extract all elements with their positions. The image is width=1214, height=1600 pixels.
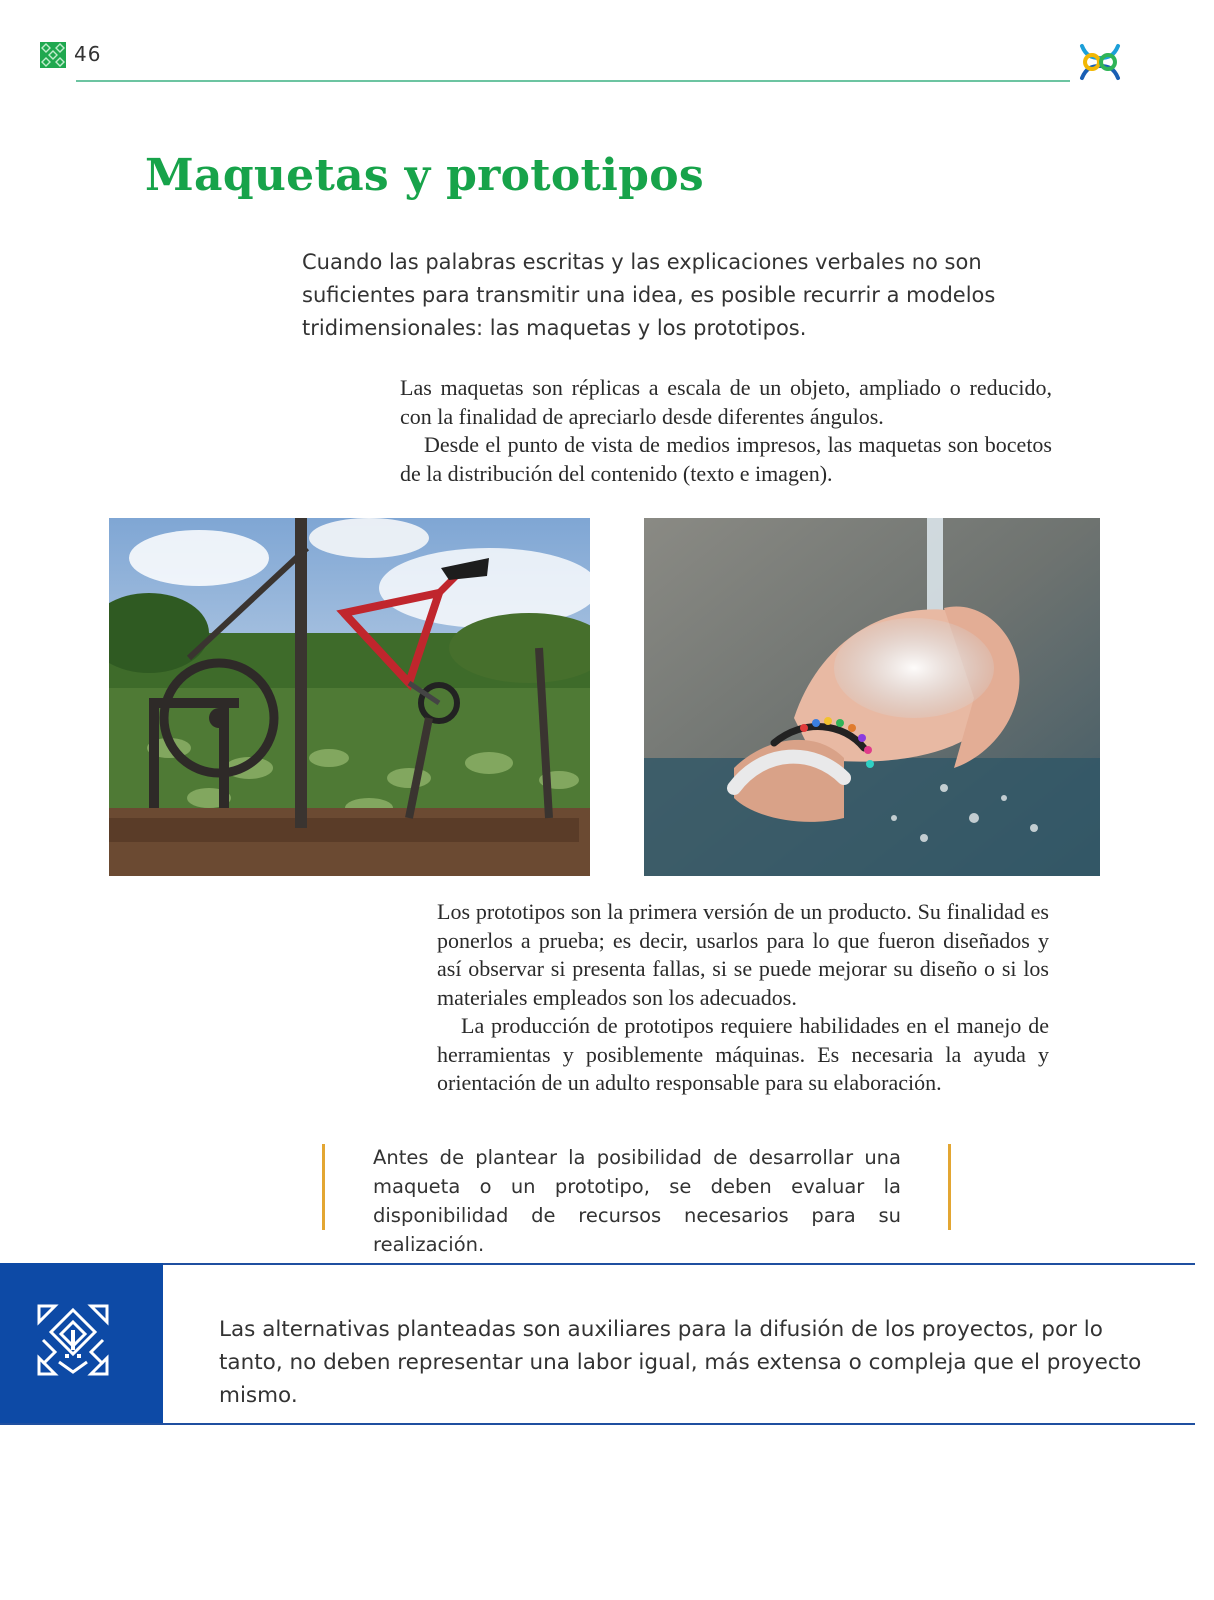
prototipos-section: [437, 898, 1049, 1098]
page-number: 46: [74, 42, 102, 66]
footer-icon-box: [0, 1263, 163, 1425]
note-right-bar: [948, 1144, 951, 1230]
hands-water-photo: [644, 518, 1100, 876]
white-pattern-icon: [35, 1302, 111, 1378]
footer-text: Las alternativas planteadas son auxiliares para la difusión de los proyectos, por lo tanto, no deben representar una labor igual, más extensa o compleja que el proyecto mismo.: [219, 1317, 1142, 1408]
prototipos-paragraph-2: La producción de prototipos requiere habilidades en el manejo de herramientas y posiblemente máquinas. Es necesaria la ayuda y orientación de un adulto responsable para su elaboración.: [437, 1013, 1049, 1095]
bicycle-pump-photo: [109, 518, 590, 876]
interlocking-figures-logo: [1076, 38, 1124, 86]
intro-paragraph: Cuando las palabras escritas y las explicaciones verbales no son suficientes para transmitir una idea, es posible recurrir a modelos tridimensionales: las maquetas y los prototipos.: [302, 250, 996, 340]
header-rule: [76, 80, 1070, 82]
maquetas-paragraph-2: Desde el punto de vista de medios impresos, las maquetas son bocetos de la distribución del contenido (texto e imagen).: [400, 432, 1052, 486]
prototipos-paragraph-1: Los prototipos son la primera versión de un producto. Su finalidad es ponerlos a prueba; es decir, usarlos para lo que fueron diseñados y así observar si presenta fallas, si se puede mejorar su diseño o si los materiales empleados son los adecuados.: [437, 899, 1049, 1010]
footer-top-rule: [0, 1263, 1195, 1265]
page-title: Maquetas y prototipos: [145, 150, 704, 201]
note-left-bar: [322, 1144, 325, 1230]
green-pattern-icon: [40, 42, 66, 68]
maquetas-section: [400, 374, 1052, 488]
note-text: Antes de plantear la posibilidad de desarrollar una maqueta o un prototipo, se deben evaluar la disponibilidad de recursos necesarios para su realización.: [373, 1146, 901, 1256]
maquetas-paragraph-1: Las maquetas son réplicas a escala de un objeto, ampliado o reducido, con la finalidad de apreciarlo desde diferentes ángulos.: [400, 375, 1052, 429]
footer-bottom-rule: [0, 1423, 1195, 1425]
